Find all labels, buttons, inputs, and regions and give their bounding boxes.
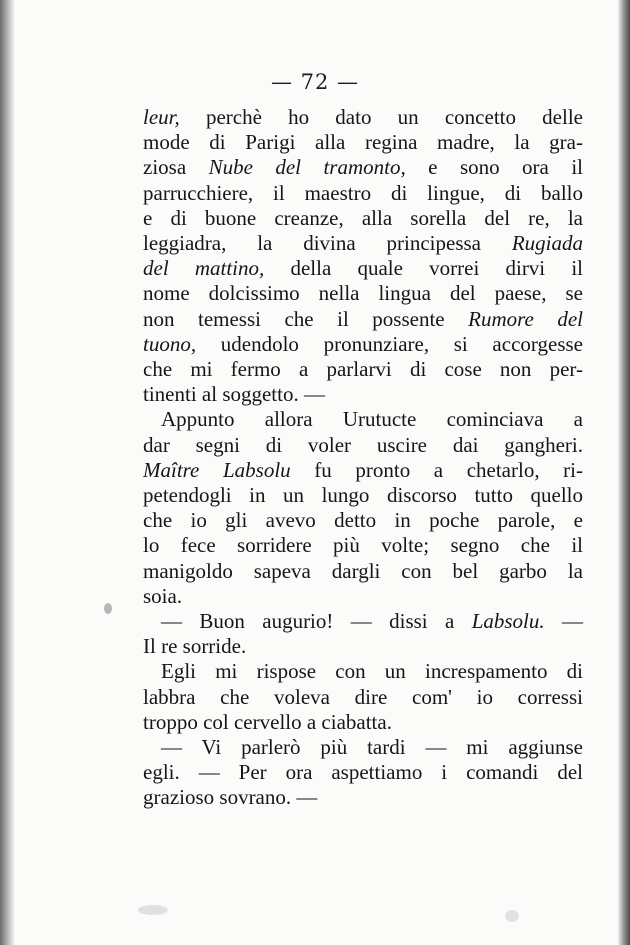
italic-text: Rugiada	[511, 231, 583, 256]
text-line	[143, 433, 583, 458]
text-line	[143, 256, 583, 281]
italic-text: Labsolu.	[471, 609, 545, 634]
text-run: ziosa	[143, 155, 209, 180]
italic-text: Rumore del	[468, 306, 583, 331]
text-line	[143, 231, 583, 256]
ink-speck	[505, 910, 519, 922]
text-line	[143, 206, 583, 231]
text-line	[143, 357, 583, 382]
text-run: — Buon augurio! — dissi a	[161, 609, 472, 634]
page-right-edge	[618, 0, 630, 945]
text-run: nome dolcissimo nella lingua del paese, se	[143, 281, 583, 306]
text-run: e di buone creanze, alla sorella del re, la	[143, 205, 583, 230]
text-run: Appunto allora Urutucte cominciava a	[161, 407, 583, 432]
text-line	[143, 609, 583, 634]
text-run: udendolo pronunziare, si accorgesse	[196, 331, 583, 356]
text-run: perchè ho dato un concetto delle	[179, 105, 583, 129]
text-line	[143, 458, 583, 483]
text-run: grazioso sovrano. —	[143, 785, 318, 810]
text-run: soia.	[143, 583, 183, 608]
text-line	[143, 533, 583, 558]
text-run: mode di Parigi alla regina madre, la gra-	[143, 130, 583, 155]
italic-text: Maître Labsolu	[143, 457, 291, 482]
text-run: labbra che voleva dire com' io corressi	[143, 684, 583, 709]
italic-text: leur,	[143, 105, 180, 129]
text-line	[143, 105, 583, 130]
text-line	[143, 710, 583, 735]
text-run: lo fece sorridere più volte; segno che il	[143, 533, 583, 558]
text-line	[143, 634, 583, 659]
italic-text: tuono,	[143, 331, 197, 356]
body-text	[143, 105, 583, 811]
text-run: manigoldo sapeva dargli con bel garbo la	[143, 558, 583, 583]
text-line	[143, 584, 583, 609]
text-run: della quale vorrei dirvi il	[264, 256, 584, 281]
text-run: —	[544, 609, 584, 634]
text-run: Il re sorride.	[143, 634, 247, 659]
text-run: leggiadra, la divina principessa	[143, 231, 512, 256]
text-run: Egli mi rispose con un increspamento di	[161, 659, 583, 684]
text-run: — Vi parlerò più tardi — mi aggiunse	[161, 735, 583, 760]
text-line	[143, 130, 583, 155]
text-run: e sono ora il	[405, 155, 583, 180]
text-line	[143, 155, 583, 180]
text-line	[143, 659, 583, 684]
text-run: egli. — Per ora aspettiamo i comandi del	[143, 760, 583, 785]
text-line	[143, 760, 583, 785]
text-run: che io gli avevo detto in poche parole, e	[143, 508, 583, 533]
text-run: troppo col cervello a ciabatta.	[143, 709, 392, 734]
italic-text: del mattino,	[143, 256, 265, 281]
text-line	[143, 307, 583, 332]
text-run: fu pronto a chetarlo, ri-	[290, 457, 584, 482]
text-run: petendogli in un lungo discorso tutto quello	[143, 483, 583, 508]
text-run: dar segni di voler uscire dai gangheri.	[143, 432, 583, 457]
text-run: tinenti al soggetto. —	[143, 382, 325, 407]
text-run: non temessi che il possente	[143, 306, 469, 331]
text-line	[143, 332, 583, 357]
text-line	[143, 559, 583, 584]
ink-speck	[138, 905, 168, 915]
text-line	[143, 685, 583, 710]
text-line	[143, 181, 583, 206]
text-line	[143, 281, 583, 306]
italic-text: Nube del tramonto,	[208, 155, 406, 180]
page-left-edge	[0, 0, 14, 945]
text-line	[143, 483, 583, 508]
text-run: che mi fermo a parlarvi di cose non per-	[143, 357, 583, 382]
text-line	[143, 508, 583, 533]
text-line	[143, 735, 583, 760]
text-line	[143, 382, 583, 407]
page-number: — 72 —	[270, 70, 360, 94]
text-line	[143, 785, 583, 810]
text-line	[143, 407, 583, 432]
ink-speck	[104, 603, 112, 614]
text-run: parrucchiere, il maestro di lingue, di ballo	[143, 180, 583, 205]
